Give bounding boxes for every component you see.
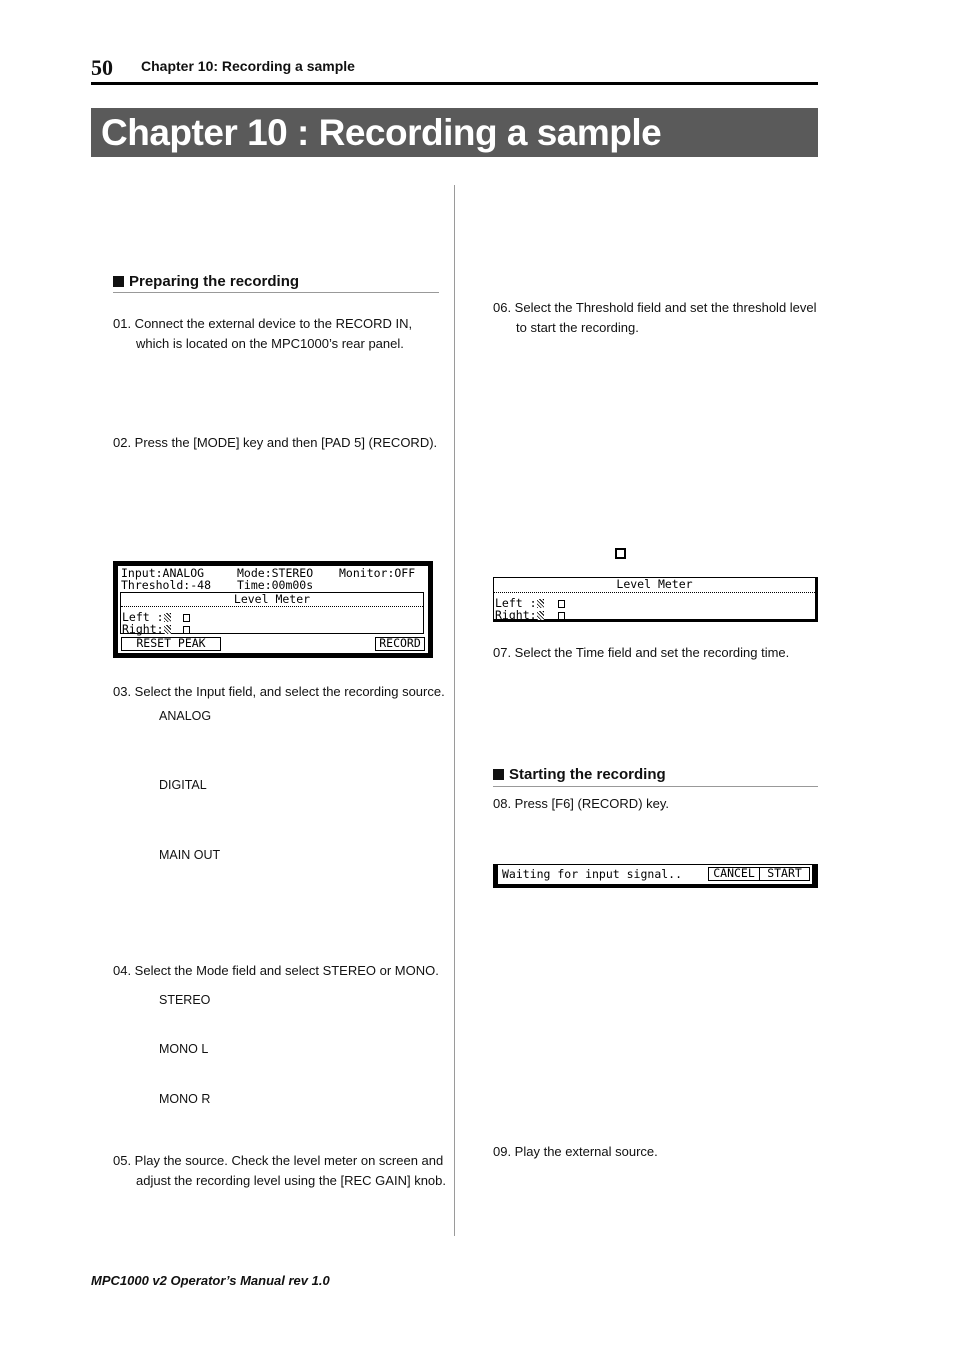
- level-meter-screen: [493, 577, 818, 622]
- section-heading-starting: [493, 766, 666, 783]
- step-05-line-1: 05. Play the source. Check the level meter on screen and: [113, 1153, 444, 1168]
- page-number: 50: [91, 55, 113, 80]
- record-button[interactable]: RECORD: [375, 637, 425, 651]
- footer-manual-title: MPC1000 v2 Operator’s Manual rev 1.0: [91, 1273, 330, 1288]
- level-meter-display: [494, 577, 815, 622]
- level-meter-title: Level Meter: [616, 577, 693, 591]
- right-peak-marker: [558, 612, 565, 620]
- section-square-icon: [113, 276, 124, 287]
- section-rule: [493, 786, 818, 787]
- peak-marker-icon: [615, 548, 626, 559]
- left-channel-label: Left :: [122, 610, 164, 624]
- right-meter-row: [495, 606, 565, 624]
- step-06: [493, 298, 823, 338]
- step-09: 09. Play the external source.: [493, 1144, 658, 1159]
- monitor-field: Monitor:OFF: [339, 566, 416, 580]
- meter-dotted-rule: [121, 606, 423, 607]
- meter-dotted-rule: [494, 592, 815, 593]
- record-screen-display: [118, 566, 428, 653]
- step-08: 08. Press [F6] (RECORD) key.: [493, 796, 670, 811]
- level-meter-frame: [120, 592, 424, 634]
- step-02: 02. Press the [MODE] key and then [PAD 5] (RECORD).: [113, 435, 438, 450]
- start-button[interactable]: START: [759, 867, 810, 881]
- waiting-message: Waiting for input signal..: [502, 867, 683, 881]
- step-07: 07. Select the Time field and set the recording time.: [493, 645, 790, 660]
- input-option-digital: DIGITAL: [159, 778, 207, 792]
- mode-option-stereo: STEREO: [159, 993, 211, 1007]
- right-peak-marker: [183, 626, 190, 634]
- chapter-banner: [91, 108, 818, 157]
- input-option-main-out: MAIN OUT: [159, 848, 221, 862]
- mode-field: Mode:STEREO: [237, 566, 314, 580]
- section-square-icon: [493, 769, 504, 780]
- waiting-screen: [493, 864, 818, 888]
- left-channel-label: Left :: [495, 596, 537, 610]
- input-option-analog: ANALOG: [159, 709, 212, 723]
- section-heading-preparing: [113, 273, 299, 290]
- input-field: Input:ANALOG: [121, 566, 205, 580]
- step-04: 04. Select the Mode field and select STEREO or MONO.: [113, 963, 439, 978]
- section-heading-text: Preparing the recording: [129, 273, 300, 290]
- step-05: [113, 1151, 448, 1191]
- level-meter-title: Level Meter: [233, 592, 311, 606]
- header-rule: [91, 82, 818, 85]
- step-05-line-2: adjust the recording level using the [REC GAIN] knob.: [136, 1173, 446, 1188]
- section-heading-text: Starting the recording: [509, 766, 666, 783]
- time-field: Time:00m00s: [237, 578, 314, 592]
- column-divider: [454, 185, 455, 1236]
- waiting-display: [498, 865, 812, 884]
- right-level-bar: [537, 611, 544, 620]
- mode-option-mono-r: MONO R: [159, 1092, 211, 1106]
- section-rule: [113, 292, 439, 293]
- record-mode-screen: [113, 561, 433, 658]
- right-channel-label: Right:: [122, 622, 164, 636]
- step-03: 03. Select the Input field, and select the recording source.: [113, 684, 445, 699]
- mode-option-mono-l: MONO L: [159, 1042, 209, 1056]
- reset-peak-button[interactable]: RESET PEAK: [121, 637, 221, 651]
- threshold-field: Threshold:-48: [121, 578, 212, 592]
- step-01: [113, 314, 443, 354]
- right-channel-label: Right:: [495, 608, 537, 622]
- step-06-line-2: to start the recording.: [516, 320, 639, 335]
- step-01-line-1: 01. Connect the external device to the RECORD IN,: [113, 316, 413, 331]
- cancel-button[interactable]: CANCEL: [708, 867, 760, 881]
- chapter-title: Chapter 10 : Recording a sample: [101, 112, 662, 153]
- running-title: Chapter 10: Recording a sample: [141, 58, 355, 74]
- right-level-bar: [164, 625, 171, 634]
- step-01-line-2: which is located on the MPC1000’s rear panel.: [136, 336, 404, 351]
- step-06-line-1: 06. Select the Threshold field and set the threshold level: [493, 300, 817, 315]
